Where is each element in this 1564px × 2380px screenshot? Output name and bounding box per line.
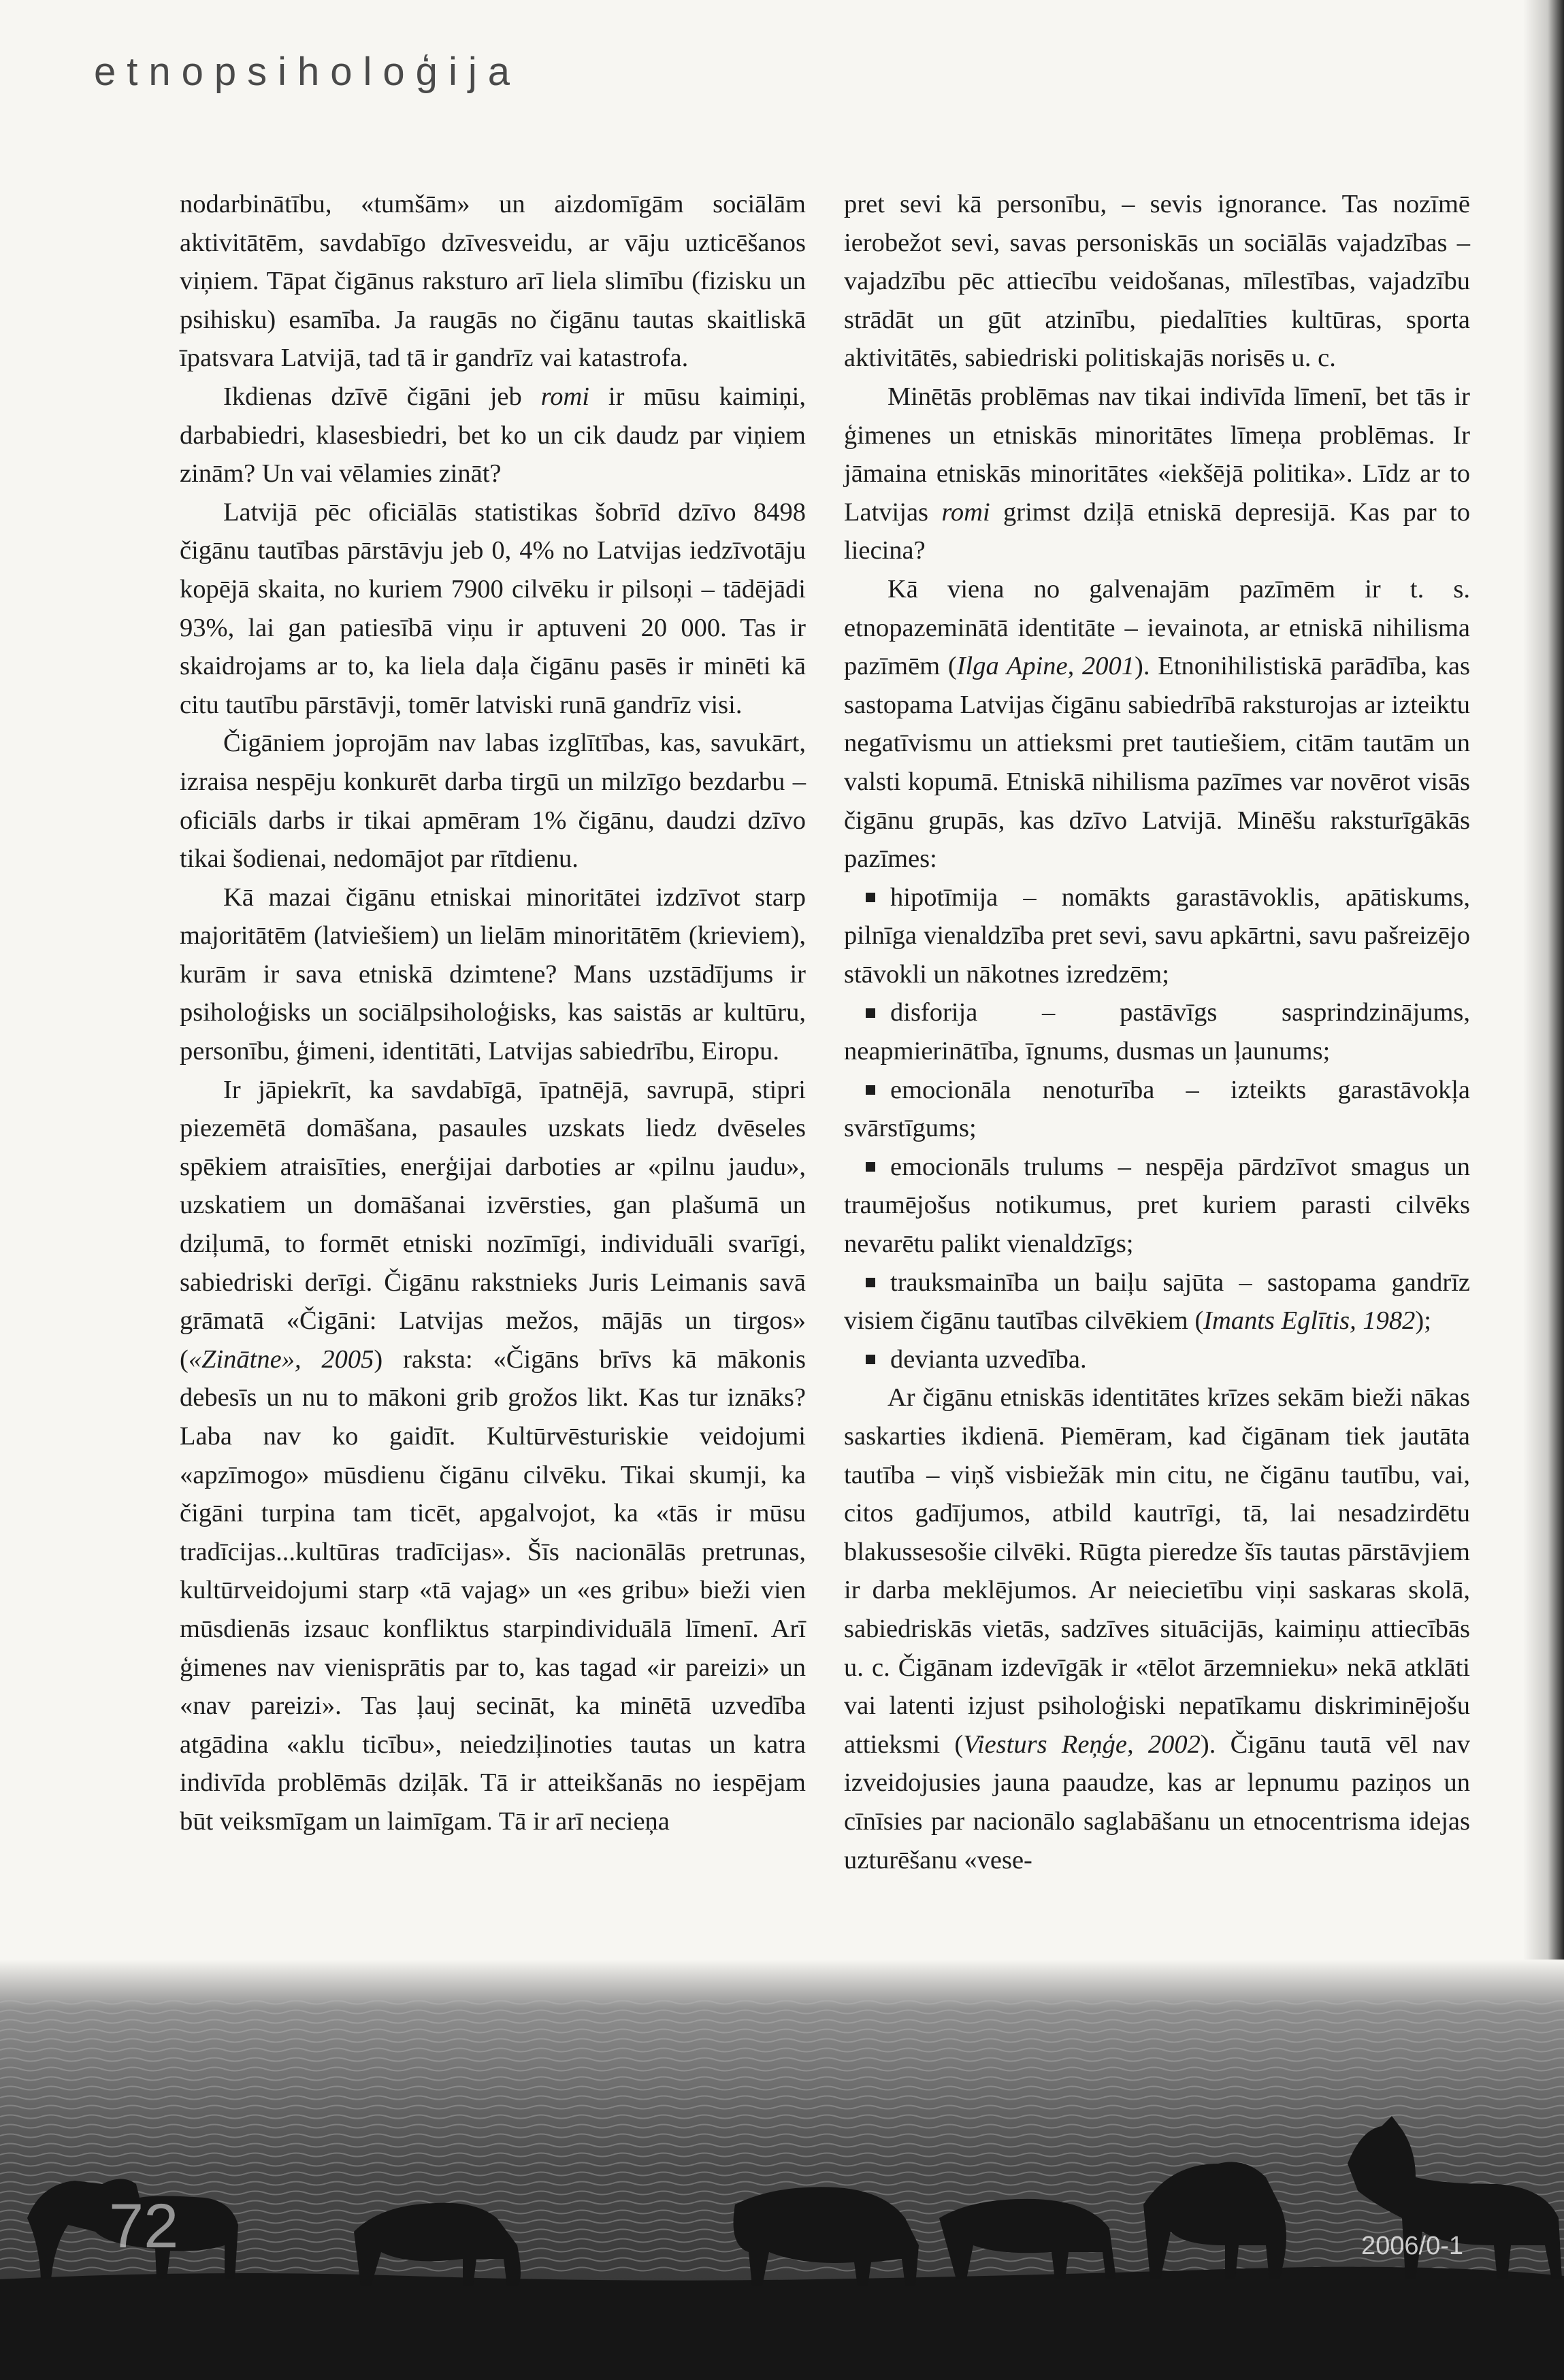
square-bullet-icon [866,1162,875,1172]
paragraph-text: ); [1415,1306,1431,1336]
paragraph-text: ). Etnonihilistiskā parādība, kas sastopama Latvijas čigānu sabiedrībā raksturojas ar izteiktu negatīvismu un attieksmi pret tautiešiem, citām tautām un valsti kopumā. Etniskā nihilisma pazīmes var novērot visās čigānu grupās, kas dzīvo Latvijā. Minēšu raksturīgākās pazīmes: [844,652,1470,874]
paragraph-text: emocionāls trulums – nespēja pārdzīvot smagus un traumējošus notikumus, pret kuriem parasti cilvēks nevarētu palikt vienaldzīgs; [844,1152,1470,1259]
paragraph-text: Čigāniem joprojām nav labas izglītības, kas, savukārt, izraisa nespēju konkurēt darba tirgū un milzīgo bezdarbu – oficiāls darbs ir tikai apmēram 1% čigānu, daudzi dzīvo tikai šodienai, nedomājot par rītdienu. [180,729,806,874]
paragraph-text: Kā mazai čigānu etniskai minoritātei izdzīvot starp majoritātēm (latviešiem) un lielām minoritātēm (krieviem), kurām ir sava etniskā dzimtene? Mans uzstādījums ir psiholoģisks un sociālpsiholoģisks, kas saistās ar kultūru, personību, ģimeni, identitāti, Latvijas sabiedrību, Eiropu. [180,882,806,1066]
paragraph-text: devianta uzvedība. [890,1344,1087,1374]
square-bullet-icon [866,1008,875,1018]
paragraph-text: trauksmainība un baiļu sajūta – sastopama gandrīz visiem čigānu tautības cilvēkiem ( [844,1268,1470,1336]
right-paragraphs [844,185,1470,878]
citation-text: Viesturs Reņģe, 2002 [963,1730,1201,1759]
paragraph-text: Kā viena no galvenajām pazīmēm ir t. s. etnopazeminātā identitāte – ievainota, ar etniskā nihilisma pazīmēm ( [844,574,1470,681]
paragraph [180,185,806,378]
citation-text: romi [540,382,589,411]
paragraph-text: nodarbinātību, «tumšām» un aizdomīgām sociālām aktivitātēm, savdabīgo dzīvesveidu, ar vāju uzticēšanos viņiem. Tāpat čigānus raksturo arī liela slimību (fizisku un psihisku) esamība. Ja raugās no čigānu tautas skaitliskā īpatsvara Latvijā, tad tā ir gandrīz vai katastrofa. [180,190,806,373]
paragraph-text: ). Čigānu tautā vēl nav izveidojusies jauna paaudze, kas ar lepnumu paziņos un cīnīsies par nacionālo saglabāšanu un etnocentrisma idejas uzturēšanu «vese- [844,1730,1470,1874]
paragraph-text: ) raksta: «Čigāns brīvs kā mākonis debesīs un nu to mākoni grib grožos likt. Kas tur iznāks? Laba nav ko gaidīt. Kultūrvēsturiskie veidojumi «apzīmogo» mūsdienu čigānu cilvēku. Tikai skumji, ka čigāni turpina tam ticēt, apgalvojot, ka «tās ir mūsu tradīcijas...kultūras tradīcijas». Šīs nacionālās pretrunas, kultūrveidojumi starp «tā vajag» un «es gribu» bieži vien mūsdienās izsauc konfliktus starpindividuālā līmenī. Arī ģimenes nav vienisprātis par to, kas tagad «ir pareizi» un «nav pareizi». Tas ļauj secināt, ka minētā uzvedība atgādina «aklu ticību», neiedziļinoties tautas un katra indivīda problēmās dziļāk. Tā ir atteikšanās no iespējam būt veiksmīgam un laimīgam. Tā ir arī necieņa [180,1344,806,1836]
square-bullet-icon [866,1085,875,1095]
paragraph-text: pret sevi kā personību, – sevis ignorance. Tas nozīmē ierobežot sevi, savas personiskās un sociālās vajadzības – vajadzību pēc attiecību veidošanas, mīlestības, vajadzību strādāt un gūt atzinību, piedalīties kultūras, sporta aktivitātēs, sabiedriski politiskajās norisēs u. c. [844,190,1470,373]
page-gutter-shadow [1523,0,1564,1987]
horses-silhouette-photo [0,1960,1564,2380]
paragraph [844,378,1470,570]
list-item [844,878,1470,994]
section-title: etnopsiholoģija [94,50,521,94]
left-paragraphs [180,185,806,1841]
paragraph [180,1071,806,1841]
page-number: 72 [109,2192,179,2261]
paragraph-text: grimst dziļā etniskā depresijā. Kas par to liecina? [844,497,1470,565]
square-bullet-icon [866,1355,875,1364]
square-bullet-icon [866,1278,875,1287]
paragraph-text: Minētās problēmas nav tikai indivīda līmenī, bet tās ir ģimenes un etniskās minoritātes līmeņa problēmas. Ir jāmaina etniskās minoritātes «iekšējā politika». Līdz ar to Latvijas [844,382,1470,527]
list-item [844,1148,1470,1263]
paragraph-text: disforija – pastāvīgs sasprindzinājums, neapmierinātība, īgnums, dusmas un ļaunums; [844,998,1470,1066]
issue-date: 2006/0-1 [1361,2232,1464,2260]
list-item [844,1340,1470,1379]
citation-text: Imants Eglītis, 1982 [1203,1306,1416,1336]
paragraph [180,493,806,725]
paragraph [180,724,806,878]
list-item [844,993,1470,1070]
paragraph [180,378,806,493]
text-column-right [844,185,1470,1879]
citation-text: Ilga Apine, 2001 [956,652,1135,681]
paragraph-text: hipotīmija – nomākts garastāvoklis, apātiskums, pilnīga vienaldzība pret sevi, savu apkārtni, savu pašreizējo stāvokli un nākotnes izredzēm; [844,882,1470,989]
paragraph-text: Ir jāpiekrīt, ka savdabīgā, īpatnējā, savrupā, stipri piezemētā domāšana, pasaules uzskats liedz dvēseles spēkiem atraisīties, enerģijai darboties ar «pilnu jaudu», uzskatiem un domāšanai izvērsties, gan plašumā un dziļumā, to formēt etniski nozīmīgi, individuāli svarīgi, sabiedriski derīgi. Čigānu rakstnieks Juris Leimanis savā grāmatā «Čigāni: Latvijas mežos, mājās un tirgos» ( [180,1075,806,1374]
symptom-list [844,878,1470,1379]
paragraph-text: emocionāla nenoturība – izteikts garastāvokļa svārstīgums; [844,1075,1470,1143]
right-paragraphs-after [844,1378,1470,1879]
square-bullet-icon [866,893,875,902]
paragraph-text: Latvijā pēc oficiālās statistikas šobrīd dzīvo 8498 čigānu tautības pārstāvju jeb 0, 4% no Latvijas iedzīvotāju kopējā skaita, no kuriem 7900 cilvēku ir pilsoņi – tādējādi 93%, lai gan patiesībā viņu ir aptuveni 20 000. Tas ir skaidrojams ar to, ka liela daļa čigānu pasēs ir minēti kā citu tautību pārstāvji, tomēr latviski runā gandrīz visi. [180,497,806,719]
citation-text: «Zinātne», 2005 [188,1344,374,1374]
text-column-left [180,185,806,1841]
paragraph [180,878,806,1071]
paragraph [844,570,1470,878]
list-item [844,1071,1470,1148]
list-item [844,1263,1470,1340]
paragraph-text: Ikdienas dzīvē čigāni jeb [223,382,541,411]
paragraph [844,1378,1470,1879]
paragraph [844,185,1470,378]
paragraph-text: Ar čigānu etniskās identitātes krīzes sekām bieži nākas saskarties ikdienā. Piemēram, kad čigānam tiek jautāta tautība – viņš visbiežāk min citu, ne čigānu tautību, vai, citos gadījumos, atbild kautrīgi, tā, lai nesadzirdētu blakussesošie cilvēki. Rūgta pieredze šīs tautas pārstāvjiem ir darba meklējumos. Ar neiecietību viņi saskaras skolā, sabiedriskās vietās, sadzīves situācijās, kaimiņu attiecībās u. c. Čigānam izdevīgāk ir «tēlot ārzemnieku» nekā atklāti vai latenti izjust psiholoģiski nepatīkamu diskriminējošu attieksmi ( [844,1383,1470,1759]
paragraph-text: ir mūsu kaimiņi, darbabiedri, klasesbiedri, bet ko un cik daudz par viņiem zinām? Un vai vēlamies zināt? [180,382,806,489]
citation-text: romi [941,497,990,527]
